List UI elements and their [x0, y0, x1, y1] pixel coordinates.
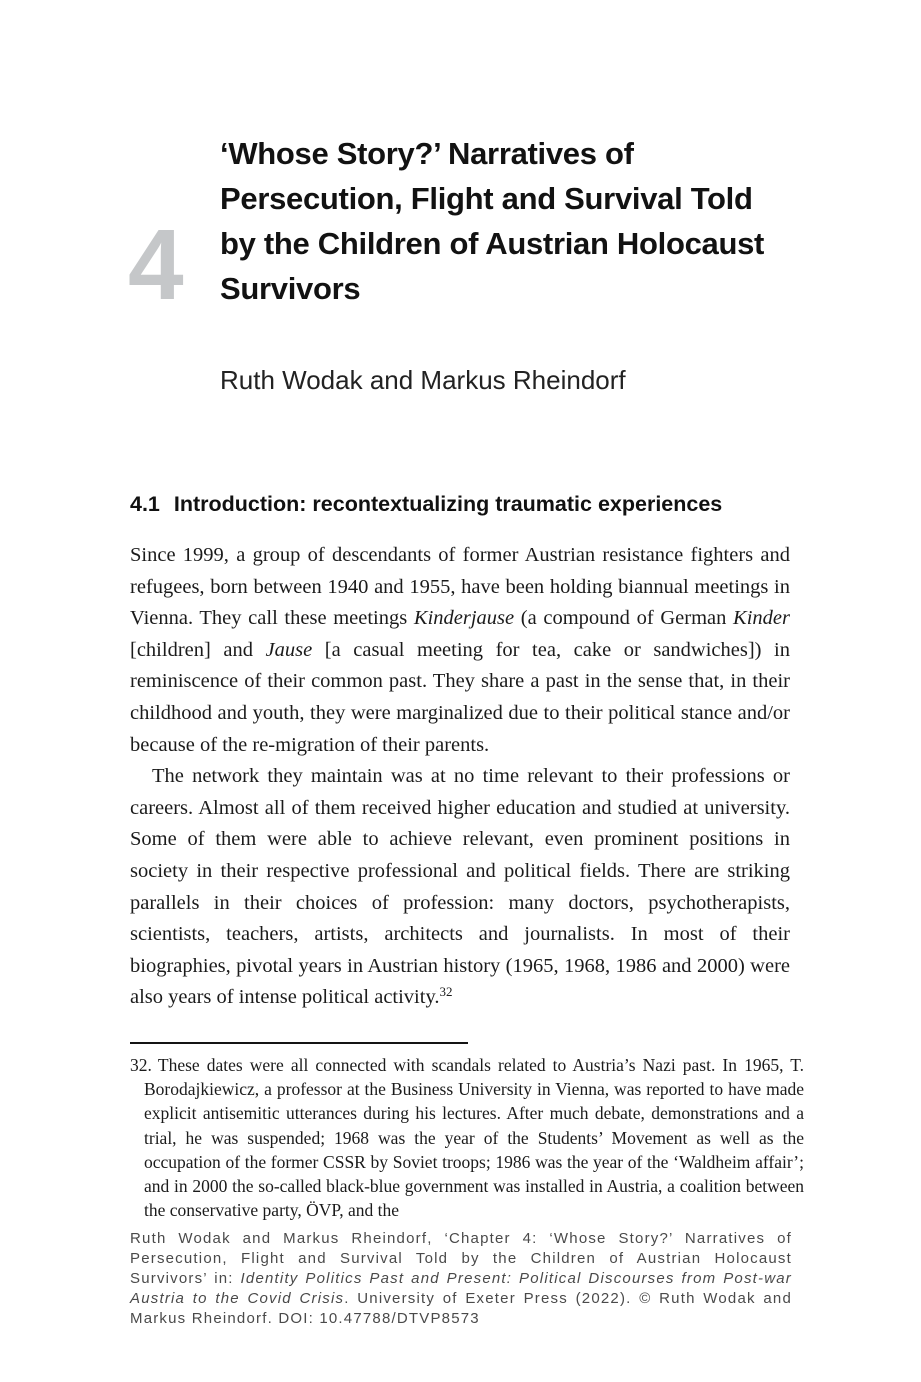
body-paragraph-1: Since 1999, a group of descendants of former Austrian resistance fighters and refugees, born between 1940 and 1955, have been holding biannual meetings in Vienna. They call these meetings Kinderjause (a compound of German Kinder [children] and Jause [a casual meeting for tea, cake or sandwiches]) in reminiscence of their common past. They share a past in the sense that, in their childhood and youth, they were marginalized due to their political stance and/or because of the re-migration of their parents. [130, 544, 791, 756]
section-number: 4.1 [130, 492, 160, 516]
footnote-marker: 32. [130, 1055, 152, 1075]
footnote-divider [130, 1042, 468, 1044]
citation-block: Ruth Wodak and Markus Rheindorf, ‘Chapter 4: ‘Whose Story?’ Narratives of Persecution, Flight and Survival Told by the Children of Austrian Holocaust Survivors’ in: Identity Politics Past and Present: Political Discourses from Post-war Austria to the Covid Crisis. University of Exeter Press (2022). © Ruth Wodak and Markus Rheindorf. DOI: 10.47788/DTVP8573 [130, 1230, 793, 1327]
author-line: Ruth Wodak and Markus Rheindorf [220, 365, 626, 395]
body-text [130, 540, 790, 1014]
chapter-number: 4 [128, 209, 184, 321]
section-heading [130, 492, 722, 517]
footnote [130, 1053, 804, 1222]
footnote-text: These dates were all connected with scandals related to Austria’s Nazi past. In 1965, T. Borodajkiewicz, a professor at the Business University in Vienna, was reported to have made explicit antisemitic utterances during his lectures. After much debate, demonstrations and a trial, he was suspended; 1968 was the year of the Students’ Movement as well as the occupation of the former CSSR by Soviet troops; 1986 was the year of the ‘Waldheim affair’; and in 2000 the so-called black-blue government was installed in Austria, a coalition between the conservative party, ÖVP, and the [144, 1055, 804, 1221]
body-paragraph-2: The network they maintain was at no time relevant to their professions or careers. Almost all of them received higher education and studied at university. Some of them were able to achieve relevant, even prominent positions in society in their respective professional and political fields. There are striking parallels in their choices of profession: many doctors, psychotherapists, scientists, teachers, artists, architects and journalists. In most of their biographies, pivotal years in Austrian history (1965, 1968, 1986 and 2000) were also years of intense political activity.$^{32}$ [130, 765, 790, 1009]
chapter-title: ‘Whose Story?’ Narratives of Persecution, Flight and Survival Told by the Children of Austrian Holocaust Survivors [220, 136, 765, 306]
section-title: Introduction: recontextualizing traumatic experiences [173, 492, 723, 516]
